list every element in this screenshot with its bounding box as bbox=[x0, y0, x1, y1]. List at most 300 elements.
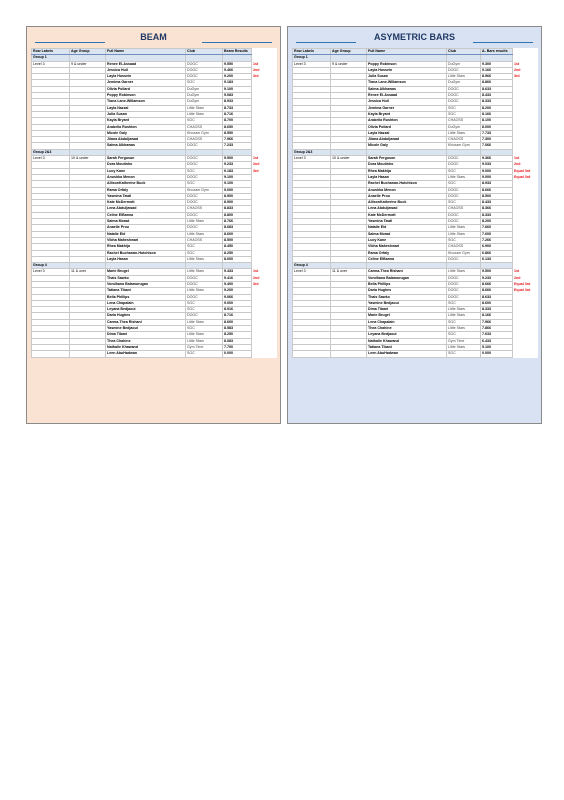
full-name-cell[interactable]: Natalie Eid bbox=[367, 225, 447, 231]
full-name-cell[interactable]: Poppy Robinson bbox=[367, 61, 447, 67]
full-name-cell[interactable]: Poppy Robinson bbox=[106, 93, 186, 99]
score-cell[interactable]: 9.233 bbox=[481, 275, 513, 281]
full-name-cell[interactable]: Jessica Hull bbox=[106, 67, 186, 73]
full-name-cell[interactable]: Jemima Garner bbox=[367, 105, 447, 111]
row-level-cell[interactable]: Level 3 bbox=[32, 61, 70, 67]
score-cell[interactable]: 8.833 bbox=[223, 206, 252, 212]
score-cell[interactable]: 8.666 bbox=[481, 288, 513, 294]
club-cell[interactable]: DOGC bbox=[447, 275, 481, 281]
row-level-cell[interactable]: Level 3 bbox=[32, 156, 70, 162]
header-age-group[interactable]: Age Group bbox=[70, 49, 106, 55]
club-cell[interactable]: DOGC bbox=[186, 74, 223, 80]
full-name-cell[interactable]: Lucy Kane bbox=[106, 168, 186, 174]
score-cell[interactable]: 9.033 bbox=[481, 162, 513, 168]
table-row[interactable] bbox=[32, 351, 277, 357]
score-cell[interactable]: 8.633 bbox=[481, 294, 513, 300]
club-cell[interactable]: Little Stars bbox=[447, 344, 481, 350]
club-cell[interactable]: DOGC bbox=[447, 93, 481, 99]
full-name-cell[interactable]: Marie Brugel bbox=[367, 313, 447, 319]
age-group-cell[interactable]: 9 & under bbox=[331, 61, 367, 67]
score-cell[interactable]: 9.000 bbox=[223, 187, 252, 193]
club-cell[interactable]: DOGC bbox=[186, 193, 223, 199]
header-full-name[interactable]: Full Name bbox=[106, 49, 186, 55]
full-name-cell[interactable]: Dora Moutinho bbox=[106, 162, 186, 168]
header-club[interactable]: Club bbox=[447, 49, 481, 55]
club-cell[interactable]: Little Stars bbox=[186, 319, 223, 325]
full-name-cell[interactable]: Lena Chapalain bbox=[106, 300, 186, 306]
score-cell[interactable]: 9.500 bbox=[481, 269, 513, 275]
score-cell[interactable]: 8.600 bbox=[223, 231, 252, 237]
score-cell[interactable]: 8.600 bbox=[223, 319, 252, 325]
score-cell[interactable]: 9.400 bbox=[223, 281, 252, 287]
score-cell[interactable]: 7.660 bbox=[481, 225, 513, 231]
club-cell[interactable]: DOGC bbox=[186, 174, 223, 180]
score-cell[interactable]: 7.233 bbox=[223, 143, 252, 149]
score-cell[interactable]: 9.433 bbox=[223, 269, 252, 275]
full-name-cell[interactable]: Lena Abdul|awad bbox=[106, 206, 186, 212]
full-name-cell[interactable]: Layla Nazzal bbox=[106, 105, 186, 111]
club-cell[interactable]: DOGC bbox=[447, 281, 481, 287]
full-name-cell[interactable]: Layla Hasan bbox=[106, 256, 186, 262]
full-name-cell[interactable]: Rhea Makhija bbox=[367, 168, 447, 174]
full-name-cell[interactable]: Salma Alkhawas bbox=[367, 86, 447, 92]
full-name-cell[interactable]: Leyana Bedjaoui bbox=[106, 307, 186, 313]
club-cell[interactable]: Little Stars bbox=[447, 307, 481, 313]
full-name-cell[interactable]: Thais Sawko bbox=[106, 275, 186, 281]
full-name-cell[interactable]: Tatiana Tibani bbox=[367, 344, 447, 350]
club-cell[interactable]: Khozam Gym bbox=[447, 250, 481, 256]
full-name-cell[interactable]: Tiana Lane-Willamson bbox=[367, 80, 447, 86]
header-full-name[interactable]: Full Name bbox=[367, 49, 447, 55]
full-name-cell[interactable]: Leen AbuHadwan bbox=[367, 351, 447, 357]
full-name-cell[interactable]: Renee El-Assaad bbox=[367, 93, 447, 99]
score-cell[interactable]: 6.433 bbox=[481, 338, 513, 344]
score-cell[interactable]: 6.900 bbox=[481, 244, 513, 250]
club-cell[interactable]: Little Stars bbox=[447, 231, 481, 237]
age-group-cell[interactable]: 11 & over bbox=[331, 269, 367, 275]
club-cell[interactable]: SGC bbox=[186, 250, 223, 256]
age-group-cell[interactable]: 10 & under bbox=[70, 156, 106, 162]
score-cell[interactable]: 8.366 bbox=[481, 206, 513, 212]
row-level-cell[interactable]: Level 3 bbox=[293, 269, 331, 275]
score-cell[interactable]: 7.266 bbox=[481, 237, 513, 243]
club-cell[interactable]: DOGC bbox=[447, 212, 481, 218]
club-cell[interactable]: SGC bbox=[447, 105, 481, 111]
group-label[interactable]: Group 1 bbox=[32, 55, 70, 61]
full-name-cell[interactable]: Anaelle Prou bbox=[106, 225, 186, 231]
club-cell[interactable]: SGC bbox=[186, 181, 223, 187]
full-name-cell[interactable]: Thais Sawko bbox=[367, 294, 447, 300]
full-name-cell[interactable]: Leyana Bedjaoui bbox=[367, 332, 447, 338]
score-cell[interactable]: 8.700 bbox=[223, 118, 252, 124]
full-name-cell[interactable]: Layla Hasan bbox=[367, 174, 447, 180]
score-cell[interactable]: 8.716 bbox=[223, 111, 252, 117]
header-row-labels[interactable]: Row Labels bbox=[293, 49, 331, 55]
club-cell[interactable]: SGC bbox=[447, 319, 481, 325]
club-cell[interactable]: Little Stars bbox=[447, 269, 481, 275]
club-cell[interactable]: SGC bbox=[447, 351, 481, 357]
score-cell[interactable]: 8.583 bbox=[223, 326, 252, 332]
score-cell[interactable]: 9.183 bbox=[223, 168, 252, 174]
full-name-cell[interactable]: Rama Orfaly bbox=[367, 250, 447, 256]
full-name-cell[interactable]: Yasmina Tawil bbox=[106, 193, 186, 199]
club-cell[interactable]: Little Stars bbox=[186, 256, 223, 262]
club-cell[interactable]: DOGC bbox=[186, 313, 223, 319]
full-name-cell[interactable]: Daria Hughes bbox=[106, 313, 186, 319]
score-cell[interactable]: 8.500 bbox=[481, 193, 513, 199]
row-level-cell[interactable] bbox=[32, 351, 70, 357]
score-cell[interactable]: 9.233 bbox=[223, 162, 252, 168]
full-name-cell[interactable]: Marie Brugel bbox=[106, 269, 186, 275]
full-name-cell[interactable]: Vondhana Balamurugan bbox=[367, 275, 447, 281]
club-cell[interactable]: DOGC bbox=[447, 256, 481, 262]
full-name-cell[interactable]: Vibha Maheshwari bbox=[106, 237, 186, 243]
age-group-cell[interactable] bbox=[70, 351, 106, 357]
club-cell[interactable]: Little Stars bbox=[186, 219, 223, 225]
full-name-cell[interactable]: Kayla Bryant bbox=[106, 118, 186, 124]
score-cell[interactable]: 8.083 bbox=[223, 338, 252, 344]
score-cell[interactable]: 8.000 bbox=[223, 256, 252, 262]
score-cell[interactable]: 7.600 bbox=[481, 231, 513, 237]
score-cell[interactable]: 9.200 bbox=[223, 288, 252, 294]
row-level-cell[interactable]: Level 3 bbox=[293, 61, 331, 67]
score-cell[interactable]: 8.166 bbox=[481, 313, 513, 319]
club-cell[interactable]: Khozam Gym bbox=[447, 143, 481, 149]
score-cell[interactable]: 9.166 bbox=[481, 67, 513, 73]
full-name-cell[interactable]: Yasmina Tawil bbox=[367, 219, 447, 225]
club-cell[interactable]: Little Stars bbox=[186, 105, 223, 111]
full-name-cell[interactable]: Rachel Buchanan-Hutchison bbox=[106, 250, 186, 256]
header-bars-results[interactable]: A- Bars results bbox=[481, 49, 513, 55]
score-cell[interactable]: 8.333 bbox=[481, 307, 513, 313]
full-name-cell[interactable]: Nathalie Khawand bbox=[106, 344, 186, 350]
club-cell[interactable]: DuGym bbox=[186, 93, 223, 99]
score-cell[interactable]: 9.300 bbox=[481, 61, 513, 67]
full-name-cell[interactable]: Carma-Thea Rishani bbox=[106, 319, 186, 325]
score-cell[interactable]: 8.666 bbox=[481, 281, 513, 287]
club-cell[interactable]: DOGC bbox=[186, 294, 223, 300]
full-name-cell[interactable]: Dora Moutinho bbox=[367, 162, 447, 168]
score-cell[interactable]: 8.200 bbox=[481, 219, 513, 225]
club-cell[interactable]: SGC bbox=[186, 168, 223, 174]
score-cell[interactable]: 9.466 bbox=[223, 67, 252, 73]
full-name-cell[interactable]: Anushka Menon bbox=[106, 174, 186, 180]
club-cell[interactable]: Little Stars bbox=[186, 332, 223, 338]
club-cell[interactable]: Gym Time bbox=[186, 344, 223, 350]
club-cell[interactable]: DuGym bbox=[447, 61, 481, 67]
club-cell[interactable]: Little Stars bbox=[447, 326, 481, 332]
score-cell[interactable]: 8.900 bbox=[223, 200, 252, 206]
full-name-cell[interactable]: Jilana Abdul|awad bbox=[367, 137, 447, 143]
club-cell[interactable]: Little Stars bbox=[447, 225, 481, 231]
club-cell[interactable]: DOGC bbox=[186, 67, 223, 73]
score-cell[interactable]: 8.866 bbox=[481, 80, 513, 86]
club-cell[interactable]: Little Stars bbox=[447, 313, 481, 319]
score-cell[interactable]: 7.300 bbox=[481, 137, 513, 143]
score-cell[interactable]: 9.100 bbox=[223, 174, 252, 180]
score-cell[interactable]: 9.100 bbox=[223, 86, 252, 92]
score-cell[interactable]: 5.100 bbox=[481, 344, 513, 350]
score-cell[interactable]: 8.733 bbox=[223, 105, 252, 111]
club-cell[interactable]: Little Stars bbox=[186, 231, 223, 237]
club-cell[interactable]: SGC bbox=[186, 351, 223, 357]
score-cell[interactable]: 8.966 bbox=[481, 74, 513, 80]
club-cell[interactable]: Khozam Gym bbox=[186, 130, 223, 136]
score-cell[interactable]: 8.650 bbox=[223, 124, 252, 130]
club-cell[interactable]: DOGC bbox=[186, 281, 223, 287]
full-name-cell[interactable]: Celine ElBanna bbox=[106, 212, 186, 218]
club-cell[interactable]: DOGC bbox=[186, 225, 223, 231]
full-name-cell[interactable]: Layla Hussein bbox=[367, 67, 447, 73]
full-name-cell[interactable]: Vibha Maheshwari bbox=[367, 244, 447, 250]
club-cell[interactable]: DOGC bbox=[186, 61, 223, 67]
club-cell[interactable]: SGC bbox=[447, 111, 481, 117]
club-cell[interactable]: DuGym bbox=[447, 124, 481, 130]
club-cell[interactable]: DOGC bbox=[447, 219, 481, 225]
score-cell[interactable]: 8.766 bbox=[223, 219, 252, 225]
score-cell[interactable]: 0.000 bbox=[223, 351, 252, 357]
club-cell[interactable]: Little Stars bbox=[447, 74, 481, 80]
full-name-cell[interactable]: Carma-Thea Rishani bbox=[367, 269, 447, 275]
score-cell[interactable]: 8.716 bbox=[223, 313, 252, 319]
club-cell[interactable]: Little Stars bbox=[447, 130, 481, 136]
full-name-cell[interactable]: Nathalie Khawand bbox=[367, 338, 447, 344]
club-cell[interactable]: DOGC bbox=[186, 275, 223, 281]
score-cell[interactable]: 9.100 bbox=[223, 181, 252, 187]
score-cell[interactable]: 7.966 bbox=[481, 319, 513, 325]
club-cell[interactable]: SGC bbox=[447, 300, 481, 306]
score-cell[interactable]: 8.800 bbox=[223, 212, 252, 218]
full-name-cell[interactable]: Anaelle Prou bbox=[367, 193, 447, 199]
full-name-cell[interactable]: Daria Hughes bbox=[367, 288, 447, 294]
score-cell[interactable]: 8.000 bbox=[481, 124, 513, 130]
full-name-cell[interactable]: Julia Susan bbox=[106, 111, 186, 117]
club-cell[interactable]: DOGC bbox=[186, 212, 223, 218]
club-cell[interactable]: CHAOSS bbox=[186, 124, 223, 130]
group-label[interactable]: Group 4 bbox=[32, 263, 70, 269]
score-cell[interactable]: 8.600 bbox=[481, 300, 513, 306]
score-cell[interactable]: 8.100 bbox=[481, 118, 513, 124]
club-cell[interactable]: DOGC bbox=[447, 156, 481, 162]
full-name-cell[interactable]: Kayla Bryant bbox=[367, 111, 447, 117]
full-name-cell[interactable]: Yasmine Bedjaoui bbox=[106, 326, 186, 332]
club-cell[interactable]: CHAOSS bbox=[186, 137, 223, 143]
score-cell[interactable]: 0.000 bbox=[481, 351, 513, 357]
full-name-cell[interactable]: Salma Morad bbox=[367, 231, 447, 237]
score-cell[interactable]: 8.633 bbox=[481, 86, 513, 92]
score-cell[interactable]: 9.000 bbox=[481, 174, 513, 180]
full-name-cell[interactable]: Kate McDermott bbox=[367, 212, 447, 218]
full-name-cell[interactable]: Arabella Rushton bbox=[367, 118, 447, 124]
score-cell[interactable]: 9.416 bbox=[223, 275, 252, 281]
full-name-cell[interactable]: Salma Alkhawas bbox=[106, 143, 186, 149]
age-group-cell[interactable]: 9 & under bbox=[70, 61, 106, 67]
score-cell[interactable]: 7.633 bbox=[481, 332, 513, 338]
club-cell[interactable]: DOGC bbox=[447, 187, 481, 193]
club-cell[interactable]: DOGC bbox=[447, 99, 481, 105]
score-cell[interactable]: 8.433 bbox=[481, 93, 513, 99]
table-row[interactable] bbox=[293, 351, 538, 357]
full-name-cell[interactable]: Jessica Hull bbox=[367, 99, 447, 105]
full-name-cell[interactable]: Salma Morad bbox=[106, 219, 186, 225]
full-name-cell[interactable]: Leen AbuHadwan bbox=[106, 351, 186, 357]
full-name-cell[interactable]: Tatiana Tibani bbox=[106, 288, 186, 294]
full-name-cell[interactable]: Rachel Buchanan-Hutchison bbox=[367, 181, 447, 187]
club-cell[interactable]: SGC bbox=[186, 307, 223, 313]
full-name-cell[interactable]: Lucy Kane bbox=[367, 237, 447, 243]
full-name-cell[interactable]: Olivia Pollard bbox=[106, 86, 186, 92]
club-cell[interactable]: Khozam Gym bbox=[186, 187, 223, 193]
club-cell[interactable]: SGC bbox=[186, 118, 223, 124]
club-cell[interactable]: SGC bbox=[186, 244, 223, 250]
score-cell[interactable]: 8.333 bbox=[481, 212, 513, 218]
score-cell[interactable]: 9.200 bbox=[223, 74, 252, 80]
club-cell[interactable]: Little Stars bbox=[186, 338, 223, 344]
score-cell[interactable]: 9.550 bbox=[223, 61, 252, 67]
header-age-group[interactable]: Age Group bbox=[331, 49, 367, 55]
row-level-cell[interactable] bbox=[293, 351, 331, 357]
score-cell[interactable]: 8.916 bbox=[223, 307, 252, 313]
score-cell[interactable]: 6.866 bbox=[481, 250, 513, 256]
score-cell[interactable]: 9.083 bbox=[223, 93, 252, 99]
club-cell[interactable]: DOGC bbox=[447, 294, 481, 300]
score-cell[interactable]: 8.683 bbox=[223, 225, 252, 231]
club-cell[interactable]: DOGC bbox=[447, 67, 481, 73]
full-name-cell[interactable]: Layla Hussein bbox=[106, 74, 186, 80]
score-cell[interactable]: 8.550 bbox=[223, 130, 252, 136]
club-cell[interactable]: SGC bbox=[447, 168, 481, 174]
full-name-cell[interactable]: Micole Galy bbox=[367, 143, 447, 149]
score-cell[interactable]: 8.666 bbox=[481, 187, 513, 193]
score-cell[interactable]: 8.166 bbox=[481, 111, 513, 117]
club-cell[interactable]: CHAOSS bbox=[186, 237, 223, 243]
score-cell[interactable]: 6.133 bbox=[481, 256, 513, 262]
age-group-cell[interactable] bbox=[331, 351, 367, 357]
score-cell[interactable]: 9.500 bbox=[223, 156, 252, 162]
row-level-cell[interactable]: Level 3 bbox=[293, 156, 331, 162]
score-cell[interactable]: 8.333 bbox=[481, 99, 513, 105]
group-label[interactable]: Group 1 bbox=[293, 55, 331, 61]
club-cell[interactable]: DuGym bbox=[186, 86, 223, 92]
club-cell[interactable]: DOGC bbox=[186, 156, 223, 162]
header-row-labels[interactable]: Row Labels bbox=[32, 49, 70, 55]
club-cell[interactable]: SGC bbox=[447, 181, 481, 187]
club-cell[interactable]: DOGC bbox=[447, 86, 481, 92]
score-cell[interactable]: 8.250 bbox=[223, 250, 252, 256]
score-cell[interactable]: 9.000 bbox=[223, 300, 252, 306]
score-cell[interactable]: 7.700 bbox=[223, 344, 252, 350]
club-cell[interactable]: SGC bbox=[186, 80, 223, 86]
full-name-cell[interactable]: Vondhana Balamurugan bbox=[106, 281, 186, 287]
full-name-cell[interactable]: Lena Chapalain bbox=[367, 319, 447, 325]
score-cell[interactable]: 8.933 bbox=[223, 99, 252, 105]
score-cell[interactable]: 8.250 bbox=[223, 332, 252, 338]
header-beam-results[interactable]: Beam Results bbox=[223, 49, 252, 55]
score-cell[interactable]: 8.433 bbox=[481, 200, 513, 206]
club-cell[interactable]: Little Stars bbox=[186, 111, 223, 117]
score-cell[interactable]: 7.066 bbox=[481, 143, 513, 149]
full-name-cell[interactable]: Layla Nazzal bbox=[367, 130, 447, 136]
full-name-cell[interactable]: Natalie Eid bbox=[106, 231, 186, 237]
club-cell[interactable]: DOGC bbox=[447, 193, 481, 199]
full-name-cell[interactable]: Olivia Pollard bbox=[367, 124, 447, 130]
full-name-cell[interactable]: Rhea Makhija bbox=[106, 244, 186, 250]
club-cell[interactable]: SGC bbox=[186, 326, 223, 332]
age-group-cell[interactable]: 11 & over bbox=[70, 269, 106, 275]
club-cell[interactable]: CHAOSS bbox=[447, 118, 481, 124]
club-cell[interactable]: SGC bbox=[447, 237, 481, 243]
full-name-cell[interactable]: Sarah Ferguson bbox=[367, 156, 447, 162]
full-name-cell[interactable]: Jilana Abdul|awad bbox=[106, 137, 186, 143]
full-name-cell[interactable]: Thea Chahine bbox=[106, 338, 186, 344]
full-name-cell[interactable]: Thea Chahine bbox=[367, 326, 447, 332]
score-cell[interactable]: 8.933 bbox=[481, 181, 513, 187]
score-cell[interactable]: 9.366 bbox=[481, 156, 513, 162]
score-cell[interactable]: 9.000 bbox=[481, 168, 513, 174]
score-cell[interactable]: 7.966 bbox=[223, 137, 252, 143]
club-cell[interactable]: CHAOSS bbox=[447, 206, 481, 212]
full-name-cell[interactable]: Julia Susan bbox=[367, 74, 447, 80]
group-label[interactable]: Group 2&3 bbox=[32, 149, 70, 155]
full-name-cell[interactable]: Jemima Garner bbox=[106, 80, 186, 86]
row-level-cell[interactable]: Level 3 bbox=[32, 269, 70, 275]
full-name-cell[interactable]: Sarah Ferguson bbox=[106, 156, 186, 162]
club-cell[interactable]: DOGC bbox=[447, 162, 481, 168]
group-label[interactable]: Group 4 bbox=[293, 263, 331, 269]
club-cell[interactable]: DOGC bbox=[447, 288, 481, 294]
score-cell[interactable]: 8.450 bbox=[223, 244, 252, 250]
header-club[interactable]: Club bbox=[186, 49, 223, 55]
score-cell[interactable]: 8.900 bbox=[223, 193, 252, 199]
score-cell[interactable]: 8.200 bbox=[481, 105, 513, 111]
full-name-cell[interactable]: Yasmine Bedjaoui bbox=[367, 300, 447, 306]
club-cell[interactable]: SGC bbox=[186, 300, 223, 306]
club-cell[interactable]: SGC bbox=[447, 332, 481, 338]
group-label[interactable]: Group 2&3 bbox=[293, 149, 331, 155]
club-cell[interactable]: DOGC bbox=[186, 200, 223, 206]
score-cell[interactable]: 7.733 bbox=[481, 130, 513, 136]
age-group-cell[interactable]: 10 & under bbox=[331, 156, 367, 162]
club-cell[interactable]: SGC bbox=[447, 200, 481, 206]
full-name-cell[interactable]: AllisonKatherine Buck bbox=[367, 200, 447, 206]
full-name-cell[interactable]: Tiana Lane-Willamson bbox=[106, 99, 186, 105]
club-cell[interactable]: DuGym bbox=[447, 80, 481, 86]
score-cell[interactable]: 9.183 bbox=[223, 80, 252, 86]
club-cell[interactable]: Little Stars bbox=[186, 269, 223, 275]
score-cell[interactable]: 8.500 bbox=[223, 237, 252, 243]
club-cell[interactable]: Gym Time bbox=[447, 338, 481, 344]
club-cell[interactable]: DOGC bbox=[186, 162, 223, 168]
full-name-cell[interactable]: Micole Galy bbox=[106, 130, 186, 136]
club-cell[interactable]: CHAOSS bbox=[447, 137, 481, 143]
full-name-cell[interactable]: Lena Abdul|awad bbox=[367, 206, 447, 212]
full-name-cell[interactable]: AllisonKatherine Buck bbox=[106, 181, 186, 187]
full-name-cell[interactable]: Anushka Menon bbox=[367, 187, 447, 193]
club-cell[interactable]: Little Stars bbox=[447, 174, 481, 180]
club-cell[interactable]: CHAOSS bbox=[447, 244, 481, 250]
full-name-cell[interactable]: Dima Tibani bbox=[367, 307, 447, 313]
score-cell[interactable]: 9.066 bbox=[223, 294, 252, 300]
club-cell[interactable]: CHAOSS bbox=[186, 206, 223, 212]
full-name-cell[interactable]: Bella Phillips bbox=[367, 281, 447, 287]
club-cell[interactable]: DOGC bbox=[186, 143, 223, 149]
full-name-cell[interactable]: Arabella Rushton bbox=[106, 124, 186, 130]
full-name-cell[interactable]: Dima Tibani bbox=[106, 332, 186, 338]
full-name-cell[interactable]: Rama Orfaly bbox=[106, 187, 186, 193]
full-name-cell[interactable]: Kate McDermott bbox=[106, 200, 186, 206]
score-cell[interactable]: 7.866 bbox=[481, 326, 513, 332]
club-cell[interactable]: Little Stars bbox=[186, 288, 223, 294]
